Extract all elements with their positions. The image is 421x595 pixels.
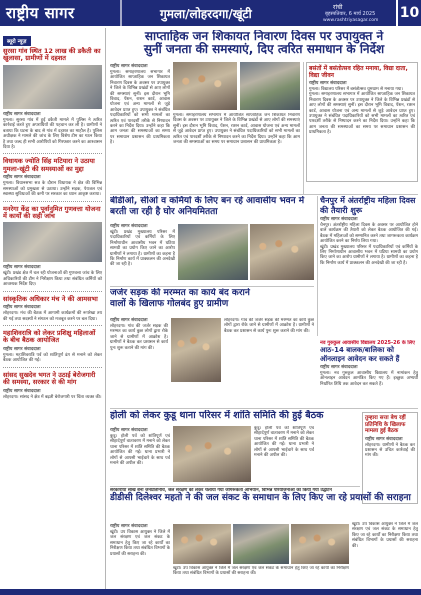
left-article — [3, 158, 102, 201]
edition-date: बृहस्पतिवार, 6 मार्च 2025 — [325, 11, 376, 17]
left-article-body: गुमला। विधानसभा सत्र के दौरान विधायक ने क्षेत्र की विभिन्न समस्याओं को प्रमुखता से उठाया। उन्होंने सड़क, पेयजल एवं स्वास्थ्य सुविधाओं की कमी पर सरकार का ध्यान आकृष्ट कराया। — [3, 181, 102, 198]
right-side-byline: राष्ट्रीय सागर संवाददाता — [309, 81, 347, 86]
water-body-continued: खूंटी। उप विकास आयुक्त ने जिले में जल संरक्षण एवं जल संकट के समाधान हेतु किए जा रहे कार्यों का निरीक्षण किया तथा संबंधित विभागों के प्रयासों की सराहना की। — [173, 566, 349, 577]
left-article — [3, 372, 102, 403]
road-photo-villagers — [171, 318, 221, 382]
road-headline-line2: वालों के खिलाफ गोलबंद हुए ग्रामीण — [110, 299, 229, 309]
left-article-photo — [3, 222, 102, 262]
right-side-body: गुमला। विद्यालय परिसर में बसंतोत्सव धूमधाम से मनाया गया। — [309, 87, 404, 92]
holi-body: कुडू। होली पर्व को शांतिपूर्ण एवं सौहार्दपूर्ण वातावरण में मनाने को लेकर थाना परिसर में शांति समिति की बैठक आयोजित की गई। थाना प्रभारी ने लोगों से आपसी भाईचारे के साथ पर्व मनाने की अपील की। — [110, 434, 170, 467]
water-photo-3 — [291, 524, 349, 564]
bdo-story-text — [110, 222, 175, 284]
road-story-text-continued — [224, 318, 314, 404]
left-article-byline: राष्ट्रीय सागर संवाददाता — [3, 111, 41, 117]
section-divider — [110, 486, 360, 487]
holi-story-text-continued — [254, 426, 314, 484]
column-divider — [303, 62, 304, 194]
water-story-side — [352, 522, 418, 588]
water-photo-1 — [173, 524, 231, 564]
left-article-byline: राष्ट्रीय सागर संवाददाता — [3, 305, 41, 311]
road-story-text — [110, 316, 168, 404]
water-body: खूंटी। उप विकास आयुक्त ने जिले में जल संरक्षण एवं जल संकट के समाधान हेतु किए जा रहे कार्यों का निरीक्षण किया तथा संबंधित विभागों के प्रयासों की सराहना की। — [110, 530, 170, 557]
lead-story-text-continued — [173, 113, 300, 193]
right-side-box — [306, 62, 418, 182]
left-article-title: सांसद सुखदेव भगत ने उठाई बेरोजगारी की समस्या, सरकार से की मांग — [3, 370, 96, 387]
paper-name: राष्ट्रीय सागर — [6, 4, 75, 22]
left-article-body: लोहरदगा। सांसद ने क्षेत्र में बढ़ती बेरोजगारी पर चिंता व्यक्त की। — [3, 394, 102, 400]
left-column — [3, 28, 106, 593]
water-headline-block — [110, 488, 418, 520]
right-side-body: लोहरदगा। ग्रामीणों ने बैठक कर प्रशासन से उचित कार्रवाई की मांग की। — [365, 442, 415, 459]
left-article-title: विधायक ज्योति सिंह मटियारा ने उठाया गुमला-खूंटी की समस्याओं का मुद्दा — [3, 157, 95, 173]
road-headline-block — [110, 288, 314, 314]
lead-photo-crowd — [173, 62, 237, 110]
left-article — [3, 48, 102, 154]
lead-story-body-continued: गुमला। समाहरणालय सभागार में आयोजित साप्ताहिक जन शिकायत निवारण दिवस के अवसर पर उपायुक्त ने जिले के विभिन्न प्रखंडों से आए लोगों की समस्याएं सुनीं। इस दौरान भूमि विवाद, पेंशन, राशन कार्ड, आवास योजना एवं अन्य मामलों से जुड़े आवेदन प्राप्त हुए। उपायुक्त ने संबंधित पदाधिकारियों को सभी मामलों का त्वरित एवं पारदर्शी तरीके से निष्पादन करने का निर्देश दिया। उन्होंने कहा कि आम जनता की समस्याओं का समय पर समाधान प्रशासन की प्राथमिकता है। — [173, 113, 300, 146]
holi-body-continued: कुडू। होली पर्व को शांतिपूर्ण एवं सौहार्दपूर्ण वातावरण में मनाने को लेकर थाना परिसर में शांति समिति की बैठक आयोजित की गई। थाना प्रभारी ने लोगों से आपसी भाईचारे के साथ पर्व मनाने की अपील की। — [254, 426, 314, 459]
lead-photo-meeting — [240, 62, 300, 110]
water-story-text-continued — [173, 566, 349, 590]
holi-byline: राष्ट्रीय सागर संवाददाता — [110, 428, 148, 433]
road-body-continued: लोहरदगा। गांव की जर्जर सड़क की मरम्मत का कार्य कुछ लोगों द्वारा रोके जाने से ग्रामीणों में आक्रोश है। ग्रामीणों ने बैठक कर प्रशासन से कार्य पुनः शुरू कराने की मांग की। — [224, 318, 314, 334]
lead-story-text — [110, 62, 170, 192]
edition-city: रांची — [333, 4, 343, 11]
left-article-body: खूंटी। प्रखंड क्षेत्र में चल रही योजनाओं की गुणवत्ता जांच के लिए अधिकारियों की टीम ने निरीक्षण किया तथा संबंधित कर्मियों को आवश्यक निर्देश दिए। — [3, 271, 102, 288]
left-article — [3, 296, 102, 326]
left-article-title: सांस्कृतिक अधिकार मंच ने की आमसभा — [3, 294, 98, 303]
women-day-story — [320, 196, 418, 336]
holi-photo-meeting — [173, 426, 251, 482]
left-article — [3, 330, 102, 368]
left-article-body: गुमला। सुरसा गांव में हुई डकैती मामले में पुलिस ने त्वरित कार्रवाई करते हुए अपराधियों की पहचान कर ली है। ग्रामीणों ने बताया कि घटना के बाद से गांव में दहशत का माहौल है। पुलिस अधीक्षक ने मामले की जांच के लिए विशेष टीम का गठन किया है तथा जल्द ही सभी आरोपियों को गिरफ्तार करने का आश्वासन दिया है। — [3, 117, 102, 150]
bdo-photo-building — [178, 224, 248, 280]
left-article-photo — [3, 65, 102, 109]
right-side-byline: राष्ट्रीय सागर संवाददाता — [365, 436, 403, 442]
left-article-body: लोहरदगा। मंच की बैठक में आगामी कार्यक्रमों की रूपरेखा तय की गई तथा सदस्यों ने संगठन को मजबूत करने पर बल दिया। — [3, 311, 102, 322]
women-day-headline: चैनपुर में अंतर्राष्ट्रीय महिला दिवस की तैयारी शुरू — [320, 196, 416, 215]
lead-headline-block — [110, 30, 418, 60]
page-number: 10 — [396, 0, 421, 26]
road-body: लोहरदगा। गांव की जर्जर सड़क की मरम्मत का कार्य कुछ लोगों द्वारा रोके जाने से ग्रामीणों में आक्रोश है। ग्रामीणों ने बैठक कर प्रशासन से कार्य पुनः शुरू कराने की मांग की। — [110, 324, 168, 351]
left-article-byline: राष्ट्रीय सागर संवाददाता — [3, 175, 41, 181]
left-article-title: महाशिवरात्रि को लेकर प्रशिक्षु महिलाओं के बीच बैठक आयोजित — [3, 328, 96, 345]
bdo-body: खूंटी। प्रखंड मुख्यालय परिसर में पदाधिकारियों एवं कर्मियों के लिए निर्माणाधीन आवासीय भवन में घटिया सामग्री का प्रयोग किए जाने का आरोप ग्रामीणों ने लगाया है। ग्रामीणों का कहना है कि निर्माण कार्य में प्राक्कलन की अनदेखी की जा रही है। — [110, 230, 175, 268]
left-article-title: सुरसा गांव स्थित 12 लाख की डकैती का खुलासा, ग्रामीणों में दहशत — [3, 47, 101, 63]
main-area — [110, 28, 418, 593]
section-divider — [110, 194, 418, 195]
water-intro: सरकारीया साख बना जनप्रतिनिधि, जल संरक्षण को लेकर चलाया गया जागरूकता अभियान, विभिन्न परियोजनाओं का किया गया उद्घाटन — [110, 488, 332, 493]
water-photo-2 — [233, 524, 289, 564]
right-side-title: तुम्हारा सत्ता बेच रहीं प्रतिनिधि के खिलाफ मामला हुई बैठक — [365, 415, 406, 434]
left-column-header: ब्यूरो न्यूज़ — [3, 36, 31, 46]
masthead — [0, 0, 421, 26]
section-title: गुमला/लोहरदगा/खूंटी — [160, 7, 252, 21]
bdo-byline: राष्ट्रीय सागर संवाददाता — [110, 224, 148, 229]
section-divider — [110, 286, 314, 287]
school-body: गुमला। नव गुरुकुल आवासीय विद्यालय में नामांकन हेतु ऑनलाइन आवेदन आमंत्रित किए गए हैं। इच्छुक अभ्यर्थी निर्धारित तिथि तक आवेदन कर सकते हैं। — [320, 371, 418, 387]
left-article-title: मनरेगा केंद्र का पूर्वानुमित गुणवत्ता योजना में कार्यों की सही जांच — [3, 204, 101, 220]
water-story-text — [110, 522, 170, 588]
left-article-byline: राष्ट्रीय सागर संवाददाता — [3, 388, 41, 394]
lead-story-body: गुमला। समाहरणालय सभागार में आयोजित साप्ताहिक जन शिकायत निवारण दिवस के अवसर पर उपायुक्त ने जिले के विभिन्न प्रखंडों से आए लोगों की समस्याएं सुनीं। इस दौरान भूमि विवाद, पेंशन, राशन कार्ड, आवास योजना एवं अन्य मामलों से जुड़े आवेदन प्राप्त हुए। उपायुक्त ने संबंधित पदाधिकारियों को सभी मामलों का त्वरित एवं पारदर्शी तरीके से निष्पादन करने का निर्देश दिया। उन्होंने कहा कि आम जनता की समस्याओं का समय पर समाधान प्रशासन की प्राथमिकता है। — [110, 70, 170, 146]
left-article — [3, 206, 102, 292]
footer-bar — [0, 589, 421, 595]
lead-headline-line1: साप्ताहिक जन शिकायत निवारण दिवस पर उपायुक्त ने — [144, 30, 384, 43]
water-headline: डीडीसी दिलेश्वर महतो ने की जल संकट के समाधान के लिए किए जा रहे प्रयासों की सराहना — [110, 493, 411, 504]
left-article-body: गुमला। महाशिवरात्रि पर्व को शांतिपूर्ण ढंग से मनाने को लेकर बैठक आयोजित की गई। — [3, 352, 102, 364]
road-byline: राष्ट्रीय सागर संवाददाता — [110, 318, 148, 323]
right-side-title: बसंतों में बसंतोत्सव रहित मनाया, विद्या दाता, विद्या जीवन — [309, 65, 408, 79]
section-divider — [110, 408, 418, 409]
website: www.rashtriyasagar.com — [323, 18, 379, 23]
women-day-body-extra: खूंटी। प्रखंड मुख्यालय परिसर में पदाधिकारियों एवं कर्मियों के लिए निर्माणाधीन आवासीय भवन में घटिया सामग्री का प्रयोग किए जाने का आरोप ग्रामीणों ने लगाया है। ग्रामीणों का कहना है कि निर्माण कार्य में प्राक्कलन की अनदेखी की जा रही है। — [320, 244, 418, 266]
bdo-headline-block — [110, 196, 314, 220]
masthead-divider — [120, 0, 122, 26]
water-byline: राष्ट्रीय सागर संवाददाता — [110, 524, 148, 529]
right-side-body-extra: गुमला। समाहरणालय सभागार में आयोजित साप्ताहिक जन शिकायत निवारण दिवस के अवसर पर उपायुक्त ने जिले के विभिन्न प्रखंडों से आए लोगों की समस्याएं सुनीं। इस दौरान भूमि विवाद, पेंशन, राशन कार्ड, आवास योजना एवं अन्य मामलों से जुड़े आवेदन प्राप्त हुए। उपायुक्त ने संबंधित पदाधिकारियों को सभी मामलों का त्वरित एवं पारदर्शी तरीके से निष्पादन करने का निर्देश दिया। उन्होंने कहा कि आम जनता की समस्याओं का समय पर समाधान प्रशासन की प्राथमिकता है। — [309, 92, 415, 136]
bdo-photo-site — [250, 224, 314, 280]
school-byline: राष्ट्रीय सागर संवाददाता — [320, 365, 358, 370]
holi-headline-block — [110, 410, 360, 424]
women-day-body: चैनपुर। अंतर्राष्ट्रीय महिला दिवस के अवसर पर आयोजित होने वाले कार्यक्रम की तैयारी को लेकर बैठक आयोजित की गई। बैठक में महिलाओं को सम्मानित करने तथा जागरूकता कार्यक्रम आयोजित करने का निर्णय लिया गया। — [320, 223, 418, 245]
lead-headline-line2: सुनीं जनता की समस्याएं, दिए त्वरित समाधान के निर्देश — [143, 42, 385, 56]
column-divider — [317, 196, 318, 336]
women-day-byline: राष्ट्रीय सागर संवाददाता — [320, 217, 358, 222]
school-story — [320, 340, 418, 410]
road-headline-line1: जर्जर सड़क की मरम्मत का कार्य बंद कराने — [110, 288, 250, 298]
school-kicker: नव गुरुकुल आवासीय विद्यालय 2025-26 के लिए — [320, 340, 415, 346]
holi-headline: होली को लेकर कुडू थाना परिसर में शांति समिति की हुई बैठक — [110, 410, 324, 421]
lead-story-byline: राष्ट्रीय सागर संवाददाता — [110, 64, 148, 69]
left-article-byline: राष्ट्रीय सागर संवाददाता — [3, 265, 41, 271]
holi-story-text — [110, 426, 170, 484]
school-headline: आठ-14 बालक/बालिका को ऑनलाइन आवेदन कर सकते हैं — [320, 346, 400, 363]
bdo-headline: बीडीओ, सीओ व कर्मियों के लिए बन रहे आवासीय भवन में बरती जा रही है घोर अनियमितता — [110, 196, 305, 217]
water-body-side: खूंटी। उप विकास आयुक्त ने जिले में जल संरक्षण एवं जल संकट के समाधान हेतु किए जा रहे कार्यों का निरीक्षण किया तथा संबंधित विभागों के प्रयासों की सराहना की। — [352, 522, 418, 549]
left-article-byline: राष्ट्रीय सागर संवाददाता — [3, 346, 41, 352]
